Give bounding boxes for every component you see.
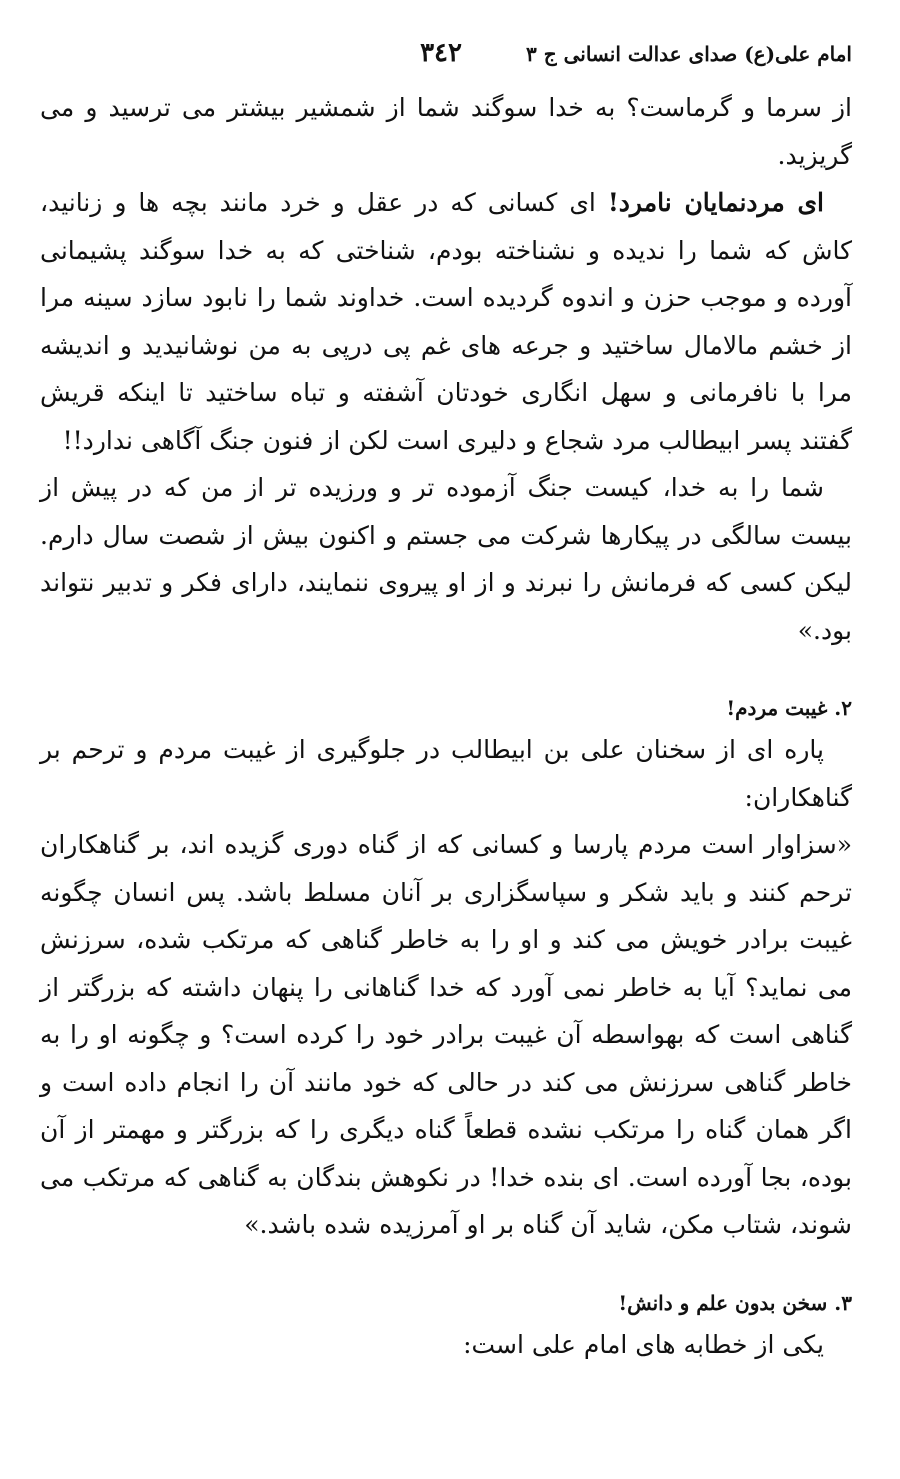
page-number: ۳٤۲ bbox=[420, 38, 462, 68]
section-2-intro: پاره ای از سخنان علی بن ابیطالب در جلوگیری از غیبت مردم و ترحم بر گناهکاران: bbox=[40, 735, 852, 812]
page-header bbox=[40, 38, 852, 74]
page-body bbox=[40, 84, 852, 1368]
paragraph-rebuke-text: ای کسانی که در عقل و خرد مانند بچه ها و زنانید، کاش که شما را ندیده و نشناخته بودم، شناختی که به خدا سوگند پشیمانی آورده و موجب حزن و اندوه گردیده است. خداوند شما را نابود سازد سینه مرا از خشم مالامال ساختید و جرعه های غم پی درپی به من نوشانیدید و اندیشه مرا با نافرمانی و سهل انگاری خودتان آشفته و تباه ساختید تا اینکه قریش گفتند پسر ابیطالب مرد شجاع و دلیری است لکن از فنون جنگ آگاهی ندارد!! bbox=[40, 188, 852, 455]
paragraph-rebuke-bold-opening: ای مردنمایان نامرد! bbox=[607, 188, 824, 217]
paragraph-rebuke bbox=[40, 179, 852, 464]
section-2-title: ۲. غیبت مردم! bbox=[726, 696, 852, 720]
paragraph-continuation: از سرما و گرماست؟ به خدا سوگند شما از شمشیر بیشتر می ترسید و می گریزید. bbox=[40, 93, 852, 170]
section-2-quote: «سزاوار است مردم پارسا و کسانی که از گناه دوری گزیده اند، بر گناهکاران ترحم کنند و باید شکر و سپاسگزاری بر آنان مسلط باشد. پس انسان چگونه غیبت برادر خویش می کند و او را به خاطر گناهی که مرتکب شده، سرزنش می نماید؟ آیا به خاطر نمی آورد که خدا گناهانی را پنهان داشته که بزرگتر از گناهی است که بهواسطه آن غیبت برادر خود را کرده است؟ و چگونه او را به خاطر گناهی سرزنش می کند در حالی که خود مانند آن را انجام داده است و اگر همان گناه را مرتکب نشده قطعاً گناه دیگری را که بزرگتر و مهمتر از آن بوده، بجا آورده است. ای بنده خدا! در نکوهش بندگان به گناهی که مرتکب می شوند، شتاب مکن، شاید آن گناه بر او آمرزیده شده باشد.» bbox=[40, 830, 852, 1239]
book-title: امام علی(ع) صدای عدالت انسانی ج ۳ bbox=[526, 42, 852, 66]
section-3-title: ۳. سخن بدون علم و دانش! bbox=[618, 1290, 852, 1315]
section-3-intro: یکی از خطابه های امام علی است: bbox=[463, 1329, 824, 1359]
paragraph-experience: شما را به خدا، کیست جنگ آزموده تر و ورزیده تر از من که در پیش از بیست سالگی در پیکارها شرکت می جستم و اکنون بیش از شصت سال دارم. لیکن کسی که فرمانش را نبرند و از او پیروی ننمایند، دارای فکر و تدبیر نتواند بود.» bbox=[40, 473, 852, 645]
